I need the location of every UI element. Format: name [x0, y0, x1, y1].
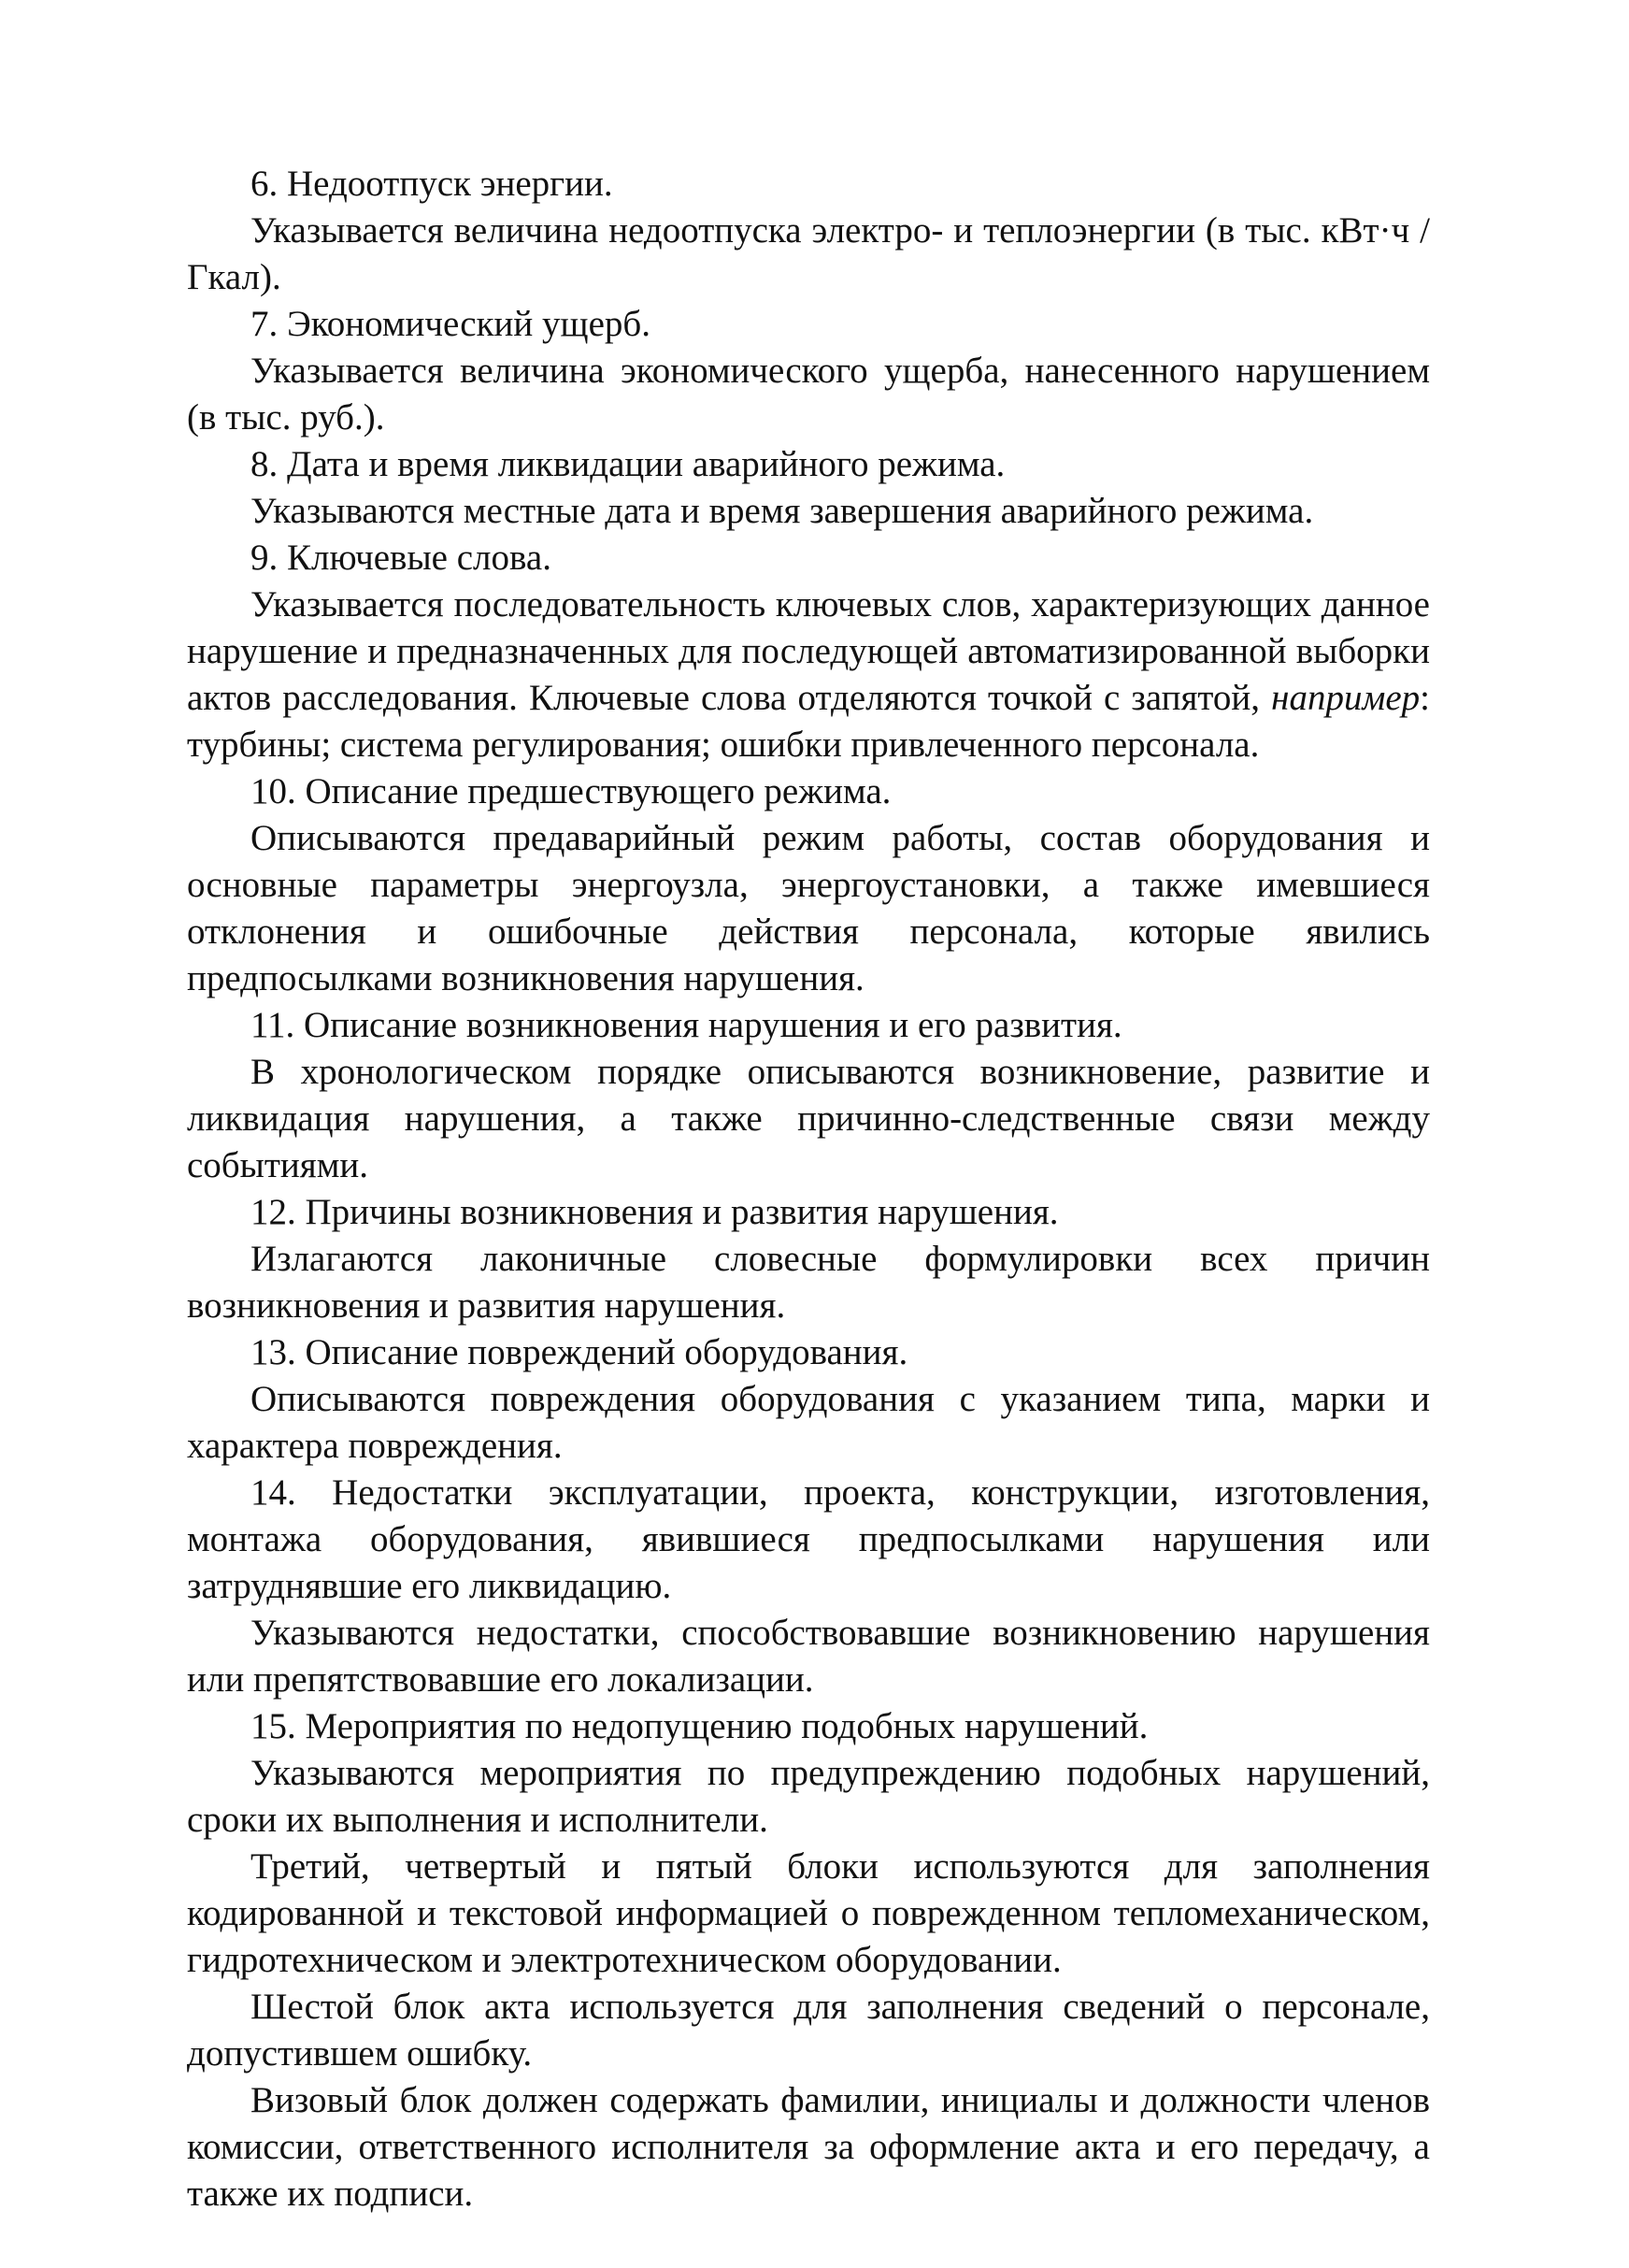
section-7-heading: 7. Экономический ущерб.: [250, 304, 650, 344]
section-14-body: Указываются недостатки, способствовавшие возникновению нарушения или препятствовавшие его локализации.: [187, 1613, 1430, 1700]
document-page: [187, 161, 1430, 2218]
section-12-body: Излагаются лаконичные словесные формулировки всех причин возникновения и развития нарушения.: [187, 1239, 1430, 1326]
section-8-body: Указываются местные дата и время завершения аварийного режима.: [250, 491, 1314, 531]
section-12-heading: 12. Причины возникновения и развития нарушения.: [250, 1192, 1059, 1232]
section-8-heading: 8. Дата и время ликвидации аварийного режима.: [250, 444, 1006, 484]
section-15-heading: 15. Мероприятия по недопущению подобных нарушений.: [250, 1706, 1149, 1746]
section-9-example-word: например: [1271, 678, 1421, 718]
section-11-body: В хронологическом порядке описываются возникновение, развитие и ликвидация нарушения, а также причинно-следственные связи между событиями.: [187, 1052, 1430, 1185]
section-13-heading: 13. Описание повреждений оборудования.: [250, 1332, 908, 1372]
section-15-body: Указываются мероприятия по предупреждению подобных нарушений, сроки их выполнения и исполнители.: [187, 1753, 1430, 1840]
section-9-body-end: : турбины; система регулирования; ошибки привлеченного персонала.: [187, 678, 1430, 765]
blocks-3-5-paragraph: Третий, четвертый и пятый блоки используются для заполнения кодированной и текстовой информацией о поврежденном тепломеханическом, гидротехническом и электротехническом оборудовании.: [187, 1846, 1430, 1980]
section-11-heading: 11. Описание возникновения нарушения и его развития.: [250, 1005, 1122, 1045]
section-13-body: Описываются повреждения оборудования с указанием типа, марки и характера повреждения.: [187, 1379, 1430, 1466]
visa-block-paragraph: Визовый блок должен содержать фамилии, инициалы и должности членов комиссии, ответственного исполнителя за оформление акта и его передачу, а также их подписи.: [187, 2080, 1430, 2214]
section-9-heading: 9. Ключевые слова.: [250, 538, 551, 578]
section-7-body: Указывается величина экономического ущерба, нанесенного нарушением (в тыс. руб.).: [187, 351, 1430, 438]
section-9-body: [187, 581, 1430, 768]
section-9-body-start: Указывается последовательность ключевых слов, характеризующих данное нарушение и предназначенных для последующей автоматизированной выборки актов расследования. Ключевые слова отделяются точкой с запятой,: [187, 584, 1430, 718]
section-14-heading: 14. Недостатки эксплуатации, проекта, конструкции, изготовления, монтажа оборудования, явившиеся предпосылками нарушения или затруднявшие его ликвидацию.: [187, 1472, 1430, 1606]
section-6-body: Указывается величина недоотпуска электро- и теплоэнергии (в тыс. кВт·ч / Гкал).: [187, 210, 1430, 297]
block-6-paragraph: Шестой блок акта используется для заполнения сведений о персонале, допустившем ошибку.: [187, 1987, 1430, 2074]
section-6-heading: 6. Недоотпуск энергии.: [250, 164, 613, 204]
section-10-heading: 10. Описание предшествующего режима.: [250, 771, 892, 811]
section-10-body: Описываются предаварийный режим работы, состав оборудования и основные параметры энергоузла, энергоустановки, а также имевшиеся отклонения и ошибочные действия персонала, которые явились предпосылками возникновения нарушения.: [187, 818, 1430, 998]
